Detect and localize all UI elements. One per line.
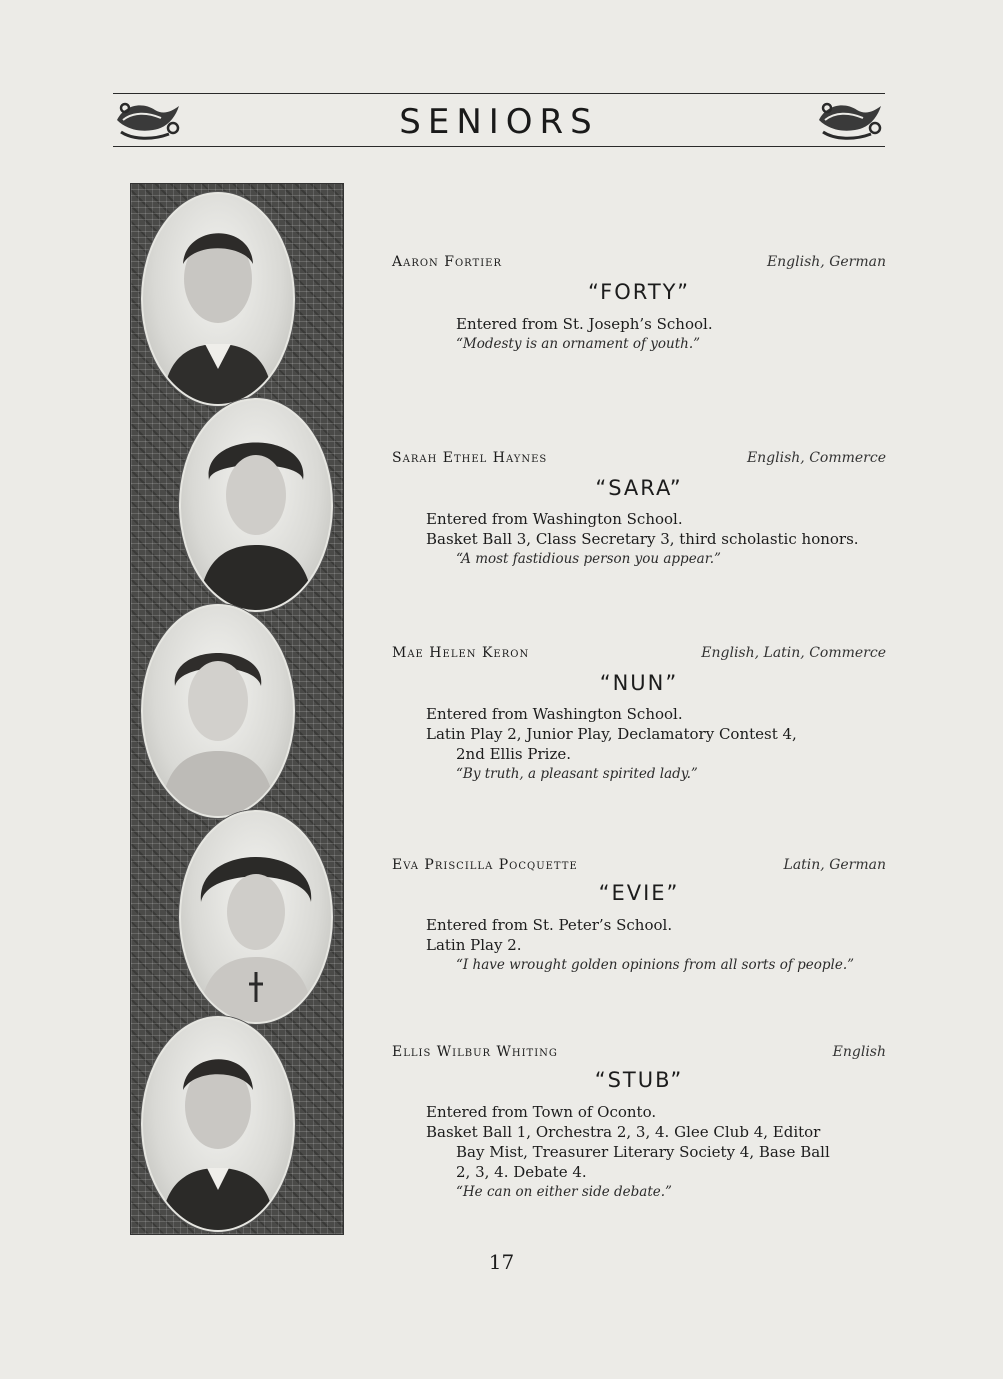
senior-details: [426, 915, 854, 975]
senior-subjects: English: [832, 1044, 886, 1060]
leaf-ornament-icon: [815, 98, 885, 142]
senior-quote: “He can on either side debate.”: [456, 1184, 672, 1200]
senior-subjects: Latin, German: [783, 857, 886, 873]
detail-line: 2, 3, 4. Debate 4.: [456, 1163, 587, 1181]
senior-entry: [392, 857, 886, 987]
senior-nickname: “EVIE”: [598, 881, 680, 905]
portrait-strip: [130, 183, 344, 1235]
senior-details: [426, 509, 859, 569]
page-title: SENIORS: [399, 102, 599, 142]
senior-quote: “A most fastidious person you appear.”: [456, 551, 721, 567]
detail-line: Basket Ball 1, Orchestra 2, 3, 4. Glee Club 4, Editor: [426, 1123, 821, 1141]
senior-nickname: “FORTY”: [587, 280, 691, 304]
detail-line: Entered from Washington School.: [426, 705, 683, 723]
portrait-aaron-fortier: [141, 192, 295, 406]
detail-line: Entered from St. Joseph’s School.: [456, 315, 713, 333]
senior-nickname: “STUB”: [594, 1068, 684, 1092]
senior-name: Sarah Ethel Haynes: [392, 450, 548, 466]
portrait-ellis-whiting: [141, 1016, 295, 1232]
senior-subjects: English, Commerce: [746, 450, 886, 466]
page-number: 17: [488, 1250, 515, 1274]
senior-name: Aaron Fortier: [392, 254, 502, 270]
portrait-mae-keron: [141, 604, 295, 818]
senior-quote: “By truth, a pleasant spirited lady.”: [456, 766, 698, 782]
senior-subjects: English, German: [766, 254, 886, 270]
senior-nickname: “SARA”: [595, 476, 683, 500]
senior-entry: [392, 645, 886, 795]
senior-entry: [392, 254, 886, 364]
senior-entry: [392, 450, 886, 580]
senior-quote: “Modesty is an ornament of youth.”: [456, 336, 701, 352]
senior-name: Eva Priscilla Pocquette: [392, 857, 578, 873]
portrait-eva-pocquette: [179, 810, 333, 1024]
detail-line: Basket Ball 3, Class Secretary 3, third scholastic honors.: [426, 530, 859, 548]
senior-quote: “I have wrought golden opinions from all sorts of people.”: [456, 957, 855, 973]
senior-details: [426, 704, 797, 784]
detail-line: Entered from Washington School.: [426, 510, 683, 528]
senior-name: Ellis Wilbur Whiting: [392, 1044, 558, 1060]
senior-entry: [392, 1044, 886, 1204]
detail-line: Bay Mist, Treasurer Literary Society 4, Base Ball: [456, 1143, 830, 1161]
detail-line: Entered from Town of Oconto.: [426, 1103, 657, 1121]
senior-name: Mae Helen Keron: [392, 645, 530, 661]
senior-subjects: English, Latin, Commerce: [701, 645, 886, 661]
senior-details: [426, 1102, 830, 1202]
section-header: [113, 93, 885, 147]
senior-details: [456, 314, 713, 354]
detail-line: Latin Play 2, Junior Play, Declamatory Contest 4,: [426, 725, 797, 743]
detail-line: 2nd Ellis Prize.: [456, 745, 571, 763]
portrait-sarah-haynes: [179, 398, 333, 612]
senior-nickname: “NUN”: [599, 671, 679, 695]
detail-line: Entered from St. Peter’s School.: [426, 916, 673, 934]
detail-line: Latin Play 2.: [426, 936, 522, 954]
